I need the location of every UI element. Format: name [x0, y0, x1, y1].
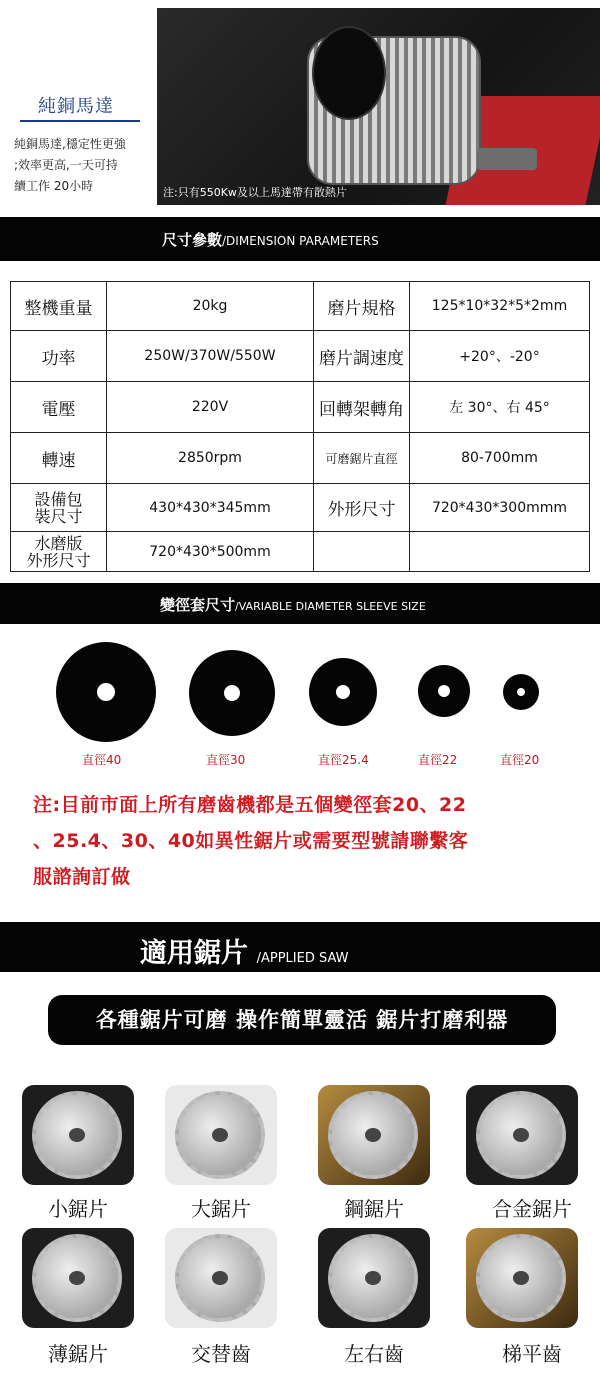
motor-photo — [157, 8, 600, 205]
spec-value: 430*430*345mm — [107, 484, 314, 532]
saw-label: 交替齒 — [191, 1342, 251, 1366]
saw-label: 梯平齒 — [502, 1342, 562, 1366]
table-row — [11, 484, 590, 532]
motor-description — [14, 134, 154, 197]
saw-image — [165, 1085, 277, 1185]
saw-tagline: 各種鋸片可磨 操作簡單靈活 鋸片打磨利器 — [48, 995, 556, 1045]
title-underline — [20, 120, 140, 122]
blade-hole — [365, 1271, 381, 1285]
sleeve-note-line: 服諮詢訂做 — [33, 866, 131, 888]
table-row — [11, 331, 590, 382]
spec-value — [410, 532, 590, 572]
sleeve-header — [0, 583, 600, 624]
disc-hole — [224, 685, 240, 701]
spec-key-line: 外形尺寸 — [26, 550, 91, 570]
spec-key — [11, 484, 107, 532]
sleeve-header-en: /VARIABLE DIAMETER SLEEVE SIZE — [235, 600, 426, 613]
spec-value: 720*430*300mmm — [410, 484, 590, 532]
spec-value: 720*430*500mm — [107, 532, 314, 572]
table-row — [11, 433, 590, 484]
spec-key-line: 設備包 — [34, 489, 83, 509]
motor-desc-line: ;效率更高,一天可持 — [14, 158, 118, 172]
spec-key: 外形尺寸 — [314, 484, 410, 532]
motor-desc-line: 純銅馬達,穩定性更強 — [14, 137, 126, 151]
motor-fan-cap — [312, 26, 386, 120]
spec-value: 250W/370W/550W — [107, 331, 314, 382]
spec-key-line: 裝尺寸 — [34, 506, 83, 526]
spec-value: 20kg — [107, 282, 314, 331]
disc-hole — [97, 683, 115, 701]
table-row — [11, 382, 590, 433]
sleeve-disc-40 — [56, 642, 156, 742]
saw-label: 合金鋸片 — [492, 1197, 572, 1221]
spec-value: 2850rpm — [107, 433, 314, 484]
saw-image — [318, 1228, 430, 1328]
motor-desc-line: 續工作 20小時 — [14, 179, 94, 193]
spec-key: 整機重量 — [11, 282, 107, 331]
sleeve-header-cn: 變徑套尺寸 — [160, 596, 236, 614]
sleeve-disc-22 — [418, 665, 470, 717]
disc-hole — [336, 685, 350, 699]
spec-value: 125*10*32*5*2mm — [410, 282, 590, 331]
spec-key — [314, 532, 410, 572]
saw-image — [466, 1228, 578, 1328]
dimension-header — [0, 217, 600, 261]
spec-key: 可磨鋸片直徑 — [314, 433, 410, 484]
table-row — [11, 532, 590, 572]
photo-note: 注:只有550Kw及以上馬達帶有散熱片 — [163, 186, 347, 199]
sleeve-label: 直徑22 — [418, 753, 458, 767]
spec-key: 磨片調速度 — [314, 331, 410, 382]
spec-key: 電壓 — [11, 382, 107, 433]
blade-hole — [212, 1271, 228, 1285]
spec-key: 磨片規格 — [314, 282, 410, 331]
sleeve-disc-25-4 — [309, 658, 377, 726]
saw-image — [318, 1085, 430, 1185]
blade-hole — [513, 1128, 529, 1142]
saw-label: 鋼鋸片 — [344, 1197, 404, 1221]
spec-key-line: 水磨版 — [34, 533, 83, 553]
blade-hole — [69, 1271, 85, 1285]
disc-hole — [517, 688, 525, 696]
spec-table — [10, 281, 590, 572]
blade-hole — [69, 1128, 85, 1142]
sleeve-label: 直徑40 — [82, 753, 122, 767]
saw-header — [0, 922, 600, 972]
saw-label: 薄鋸片 — [48, 1342, 108, 1366]
sleeve-note-line: 注:目前市面上所有磨齒機都是五個變徑套20、22 — [33, 794, 467, 816]
spec-key: 回轉架轉角 — [314, 382, 410, 433]
saw-label: 左右齒 — [344, 1342, 404, 1366]
blade-hole — [212, 1128, 228, 1142]
blade-hole — [365, 1128, 381, 1142]
blade-hole — [513, 1271, 529, 1285]
saw-image — [22, 1228, 134, 1328]
disc-hole — [438, 685, 450, 697]
motor-title: 純銅馬達 — [38, 96, 114, 117]
sleeve-note — [33, 787, 583, 895]
table-row — [11, 282, 590, 331]
sleeve-label: 直徑20 — [500, 753, 540, 767]
spec-value: 左 30°、右 45° — [410, 382, 590, 433]
saw-header-en: /APPLIED SAW — [256, 951, 349, 966]
saw-image — [22, 1085, 134, 1185]
sleeve-label: 直徑25.4 — [318, 753, 369, 767]
spec-value: +20°、-20° — [410, 331, 590, 382]
motor-shaft — [477, 148, 537, 170]
dimension-header-en: /DIMENSION PARAMETERS — [222, 234, 379, 248]
spec-key: 功率 — [11, 331, 107, 382]
sleeve-note-line: 、25.4、30、40如異性鋸片或需要型號請聯繫客 — [33, 830, 469, 852]
saw-image — [165, 1228, 277, 1328]
sleeve-disc-30 — [189, 650, 275, 736]
sleeve-disc-20 — [503, 674, 539, 710]
saw-header-cn: 適用鋸片 — [140, 938, 248, 969]
spec-value: 220V — [107, 382, 314, 433]
sleeve-label: 直徑30 — [206, 753, 246, 767]
spec-key: 轉速 — [11, 433, 107, 484]
saw-label: 大鋸片 — [191, 1197, 251, 1221]
spec-value: 80-700mm — [410, 433, 590, 484]
dimension-header-cn: 尺寸參數 — [162, 231, 223, 249]
spec-key — [11, 532, 107, 572]
saw-image — [466, 1085, 578, 1185]
saw-label: 小鋸片 — [48, 1197, 108, 1221]
